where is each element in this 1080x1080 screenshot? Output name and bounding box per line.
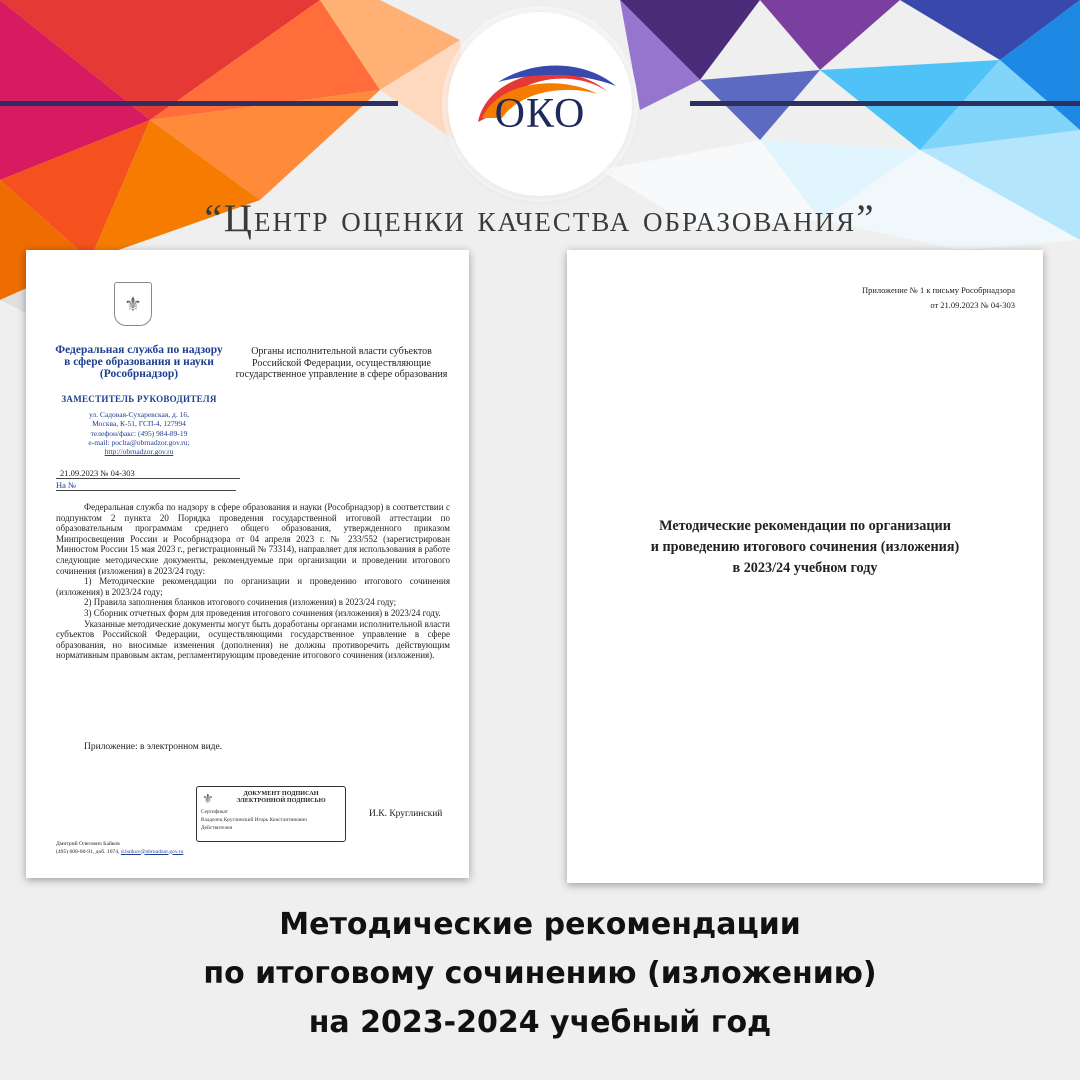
letter-date-number: 21.09.2023 № 04-303 (56, 468, 240, 479)
document-title-line: и проведению итогового сочинения (изложения) (650, 539, 960, 555)
e-signature-stamp (196, 786, 346, 842)
executor-contact: (495) 608-00-91, доб. 1074, (56, 848, 120, 855)
letter-list-item: 2) Правила заполнения бланков итогового сочинения (изложения) в 2023/24 году; (84, 597, 397, 608)
letter-list-item: 1) Методические рекомендации по организации и проведению итогового сочинения (изложения) в 2023/24 году; (56, 576, 450, 597)
header-bar-right (690, 101, 1080, 106)
letter-paragraph: Указанные методические документы могут быть доработаны органами исполнительной власти субъектов Российской Федерации, осуществляющими государственное управление в сфере образования, но вносимые изменения (дополнения) не должны противоречить действующим нормативным правовым актам, регламентирующим проведение итогового сочинения (изложения). (56, 618, 450, 661)
caption-line: на 2023-2024 учебный год (308, 1005, 772, 1040)
address-line: Москва, К-51, ГСП-4, 127994 (92, 419, 186, 429)
organization-name: “Центр оценки качества образования” (204, 197, 876, 240)
address-line: телефон/факс: (495) 984-89-19 (90, 428, 188, 438)
executor-contact-line (56, 849, 183, 857)
stamp-validity: Действителен (201, 825, 233, 831)
annex-header (862, 283, 1015, 313)
eagle-icon: ⚜ (202, 791, 214, 806)
letter-paragraph: Федеральная служба по надзору в сфере образования и науки (Рособрнадзор) в соответствии с подпунктом 2 пункта 20 Порядка проведения государственной итоговой аттестации по образовательным программам среднего общего образования, утвержденного приказом Минпросвещения России и Рособрнадзора от 04 апреля 2023 г. № 233/552 (зарегистрирован Минюстом России 15 мая 2023 г., регистрационный № 73314), направляет для использования в работе следующие методические документы, рекомендуемые при организации и проведении итогового сочинения (изложения) в 2023/24 году: (56, 502, 450, 576)
signer-name: И.К. Круглинский (369, 809, 443, 819)
address-website-link[interactable]: http://obrnadzor.gov.ru (104, 447, 174, 457)
agency-name: Федеральная служба по надзору в сфере образования и науки (Рособрнадзор) (55, 344, 223, 380)
deputy-title: ЗАМЕСТИТЕЛЬ РУКОВОДИТЕЛЯ (61, 394, 217, 404)
caption-line: Методические рекомендации (279, 907, 801, 942)
executor-email-link[interactable]: d.baikov@obrnadzor.gov.ru (120, 848, 184, 855)
stamp-owner-label: Владелец (201, 817, 223, 823)
header-bar-left (0, 101, 398, 106)
stamp-title: ДОКУМЕНТ ПОДПИСАН ЭЛЕКТРОННОЙ ПОДПИСЬЮ (236, 790, 326, 804)
caption-line: по итоговому сочинению (изложению) (203, 956, 877, 991)
letter-attachment: Приложение: в электронном виде. (84, 742, 223, 752)
coat-of-arms-icon: ⚜ (114, 282, 152, 326)
document-title-line: в 2023/24 учебном году (732, 560, 878, 576)
letter-reference: На № (56, 480, 236, 491)
document-title (591, 516, 1019, 579)
annex-line: от 21.09.2023 № 04-303 (930, 300, 1015, 310)
agency-address (54, 410, 224, 456)
stamp-owner (201, 817, 341, 823)
executor-name: Дмитрий Олегович Байков (56, 841, 120, 847)
caption (0, 900, 1080, 1047)
document-title-line: Методические рекомендации по организации (659, 518, 951, 534)
annex-page (567, 250, 1043, 883)
letter-body (56, 502, 450, 661)
addressee: Органы исполнительной власти субъектов Российской Федерации, осуществляющие государственное управление в сфере образования (235, 346, 448, 380)
annex-line: Приложение № 1 к письму Рособрнадзора (861, 285, 1015, 295)
stamp-certificate: Сертификат (201, 809, 228, 815)
address-email: e-mail: poclta@obrnadzor.gov.ru; (88, 437, 190, 447)
address-line: ул. Садовая-Сухаревская, д. 16, (89, 410, 189, 419)
oko-logo (448, 12, 632, 196)
stamp-owner-value: Круглинский Игорь Константинович (223, 817, 307, 823)
logo-text: ОКО (494, 91, 586, 137)
letter-page (26, 250, 469, 878)
letter-list-item: 3) Сборник отчетных форм для проведения итогового сочинения (изложения) в 2023/24 году. (84, 607, 441, 618)
executor-info (56, 841, 183, 856)
